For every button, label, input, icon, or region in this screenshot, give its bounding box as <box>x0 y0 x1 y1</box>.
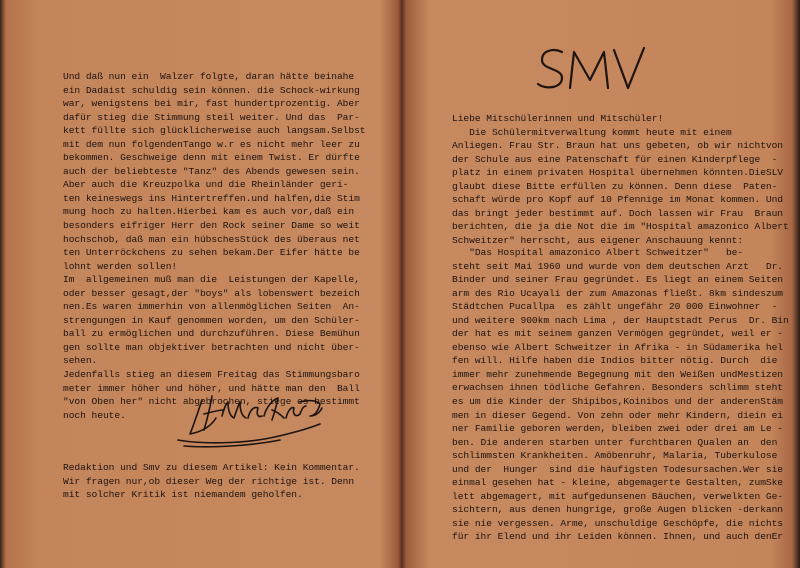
letter-intro: Liebe Mitschülerinnen und Mitschüler! Die Schülermitverwaltung kommt heute mit einem Anliegen. Frau Str. Braun hat uns gebeten, ob wir nichtvon der Schule aus eine Patenschaft für einen Kinderpflege - platz in einem privaten Hospital übernehmen könnten.DieSLV glaubt diese Bitte erfüllen zu können. Denn diese Paten- schaft würde pro Kopf auf 10 Pfennige im Monat kommen. Und das bringt jeder bestimmt auf. Doch lassen wir Frau Braun berichten, die ja die Not die im "Hospital amazonico Albert Schweitzer" herrscht, aus eigener Anschauung kennt: <box>452 113 789 246</box>
page-title <box>532 38 652 100</box>
handwritten-signature <box>160 388 330 450</box>
editorial-note: Redaktion und Smv zu diesem Artikel: Kein Kommentar. Wir fragen nur,ob dieser Weg der richtige ist. Denn mit solcher Kritik ist niemandem geholfen. <box>63 462 360 501</box>
article-body-text: Und daß nun ein Walzer folgte, daran hätte beinahe ein Dadaist schuldig sein können. die Schock-wirkung war, wenigstens bei mir, fast hundertprozentig. Aber dafür stieg die Stimmung steil weiter. Und das Par- kett füllte sich glücklicherweise auch langsam.Selbst mit dem nun folgendenTango w.r es nicht mehr leer zu bekommen. Geschweige denn mit einem Twist. Er dürfte auch der beliebteste "Tanz" des Abends gewesen sein. Aber auch die Kreuzpolka und die Rheinländer geri- ten keineswegs ins Hintertreffen.und halfen,die Stim mung hoch zu halten.Hierbei kam es auch vor,daß ein besonders eifriger Herr den Rock seiner Dame so weit hochschob, daß man ein hübschesStück des überaus net ten Unterröckchens zu sehen bekam.Der Eifer hätte be lohnt werden sollen! Im allgemeinen muß man die Leistungen der Kapelle, oder besser gesagt,der "boys" als lobenswert bezeich nen.Es waren immerhin von allenmöglichen Seiten An- strengungen in Kauf genommen worden, um den Schüler- ball zu ermöglichen und durchzuführen. Diese Bemühun gen sollte man objektiver betrachten und nicht über- sehen. Jedenfalls stieg an diesem Freitag das Stimmungsbaro meter immer höher und höher, und hätte man den Ball "von Oben her" nicht abgebrochen, stiege es bestimmt noch heute. <box>63 71 366 421</box>
hospital-report-quote: "Das Hospital amazonico Albert Schweitzer" be- steht seit Mai 1960 und wurde von dem deutschen Arzt Dr. Binder und seiner Frau gegründet. Es liegt an einem Seiten arm des Rio Ucayali der zum Amazonas fließt. 8km sindeszum Städtchen Pucallpa es zählt ungefähr 20 000 Einwohner - und weitere 900km nach Lima , der Hauptstadt Perus Dr. Bin der hat es mit seinem ganzen Vermögen gegründet, weil er - ebenso wie Albert Schweitzer in Afrika - in Südamerika hel fen will. Hilfe haben die Indios bitter nötig. Durch die immer mehr zunehmende Begegnung mit den Weißen undMestizen erwachsen ihnen tödliche Gefahren. Besonders schlimm steht es um die Kinder der Shipibos,Koinibos und der anderenStäm men in dieser Gegend. Von zehn oder mehr Kindern, diein ei ner Familie geboren werden, bleiben zwei oder drei am Le - ben. Die anderen starben unter furchtbaren Qualen an den schlimmsten Krankheiten. Amöbenruhr, Malaria, Tuberkulose und der Hunger sind die häufigsten Todesursachen.Wer sie einmal gesehen hat - kleine, abgemagerte Gestalten, zumSke lett abgemagert, mit aufgedunsenen Bäuchen, verwelkten Ge- sichtern, aus denen hungrige, große Augen blicken -derkann sie nie vergessen. Arme, unschuldige Geschöpfe, die nichts für ihr Elend und ihr Leiden können. Ihnen, und auch denEr <box>452 247 789 543</box>
right-page <box>402 0 800 568</box>
